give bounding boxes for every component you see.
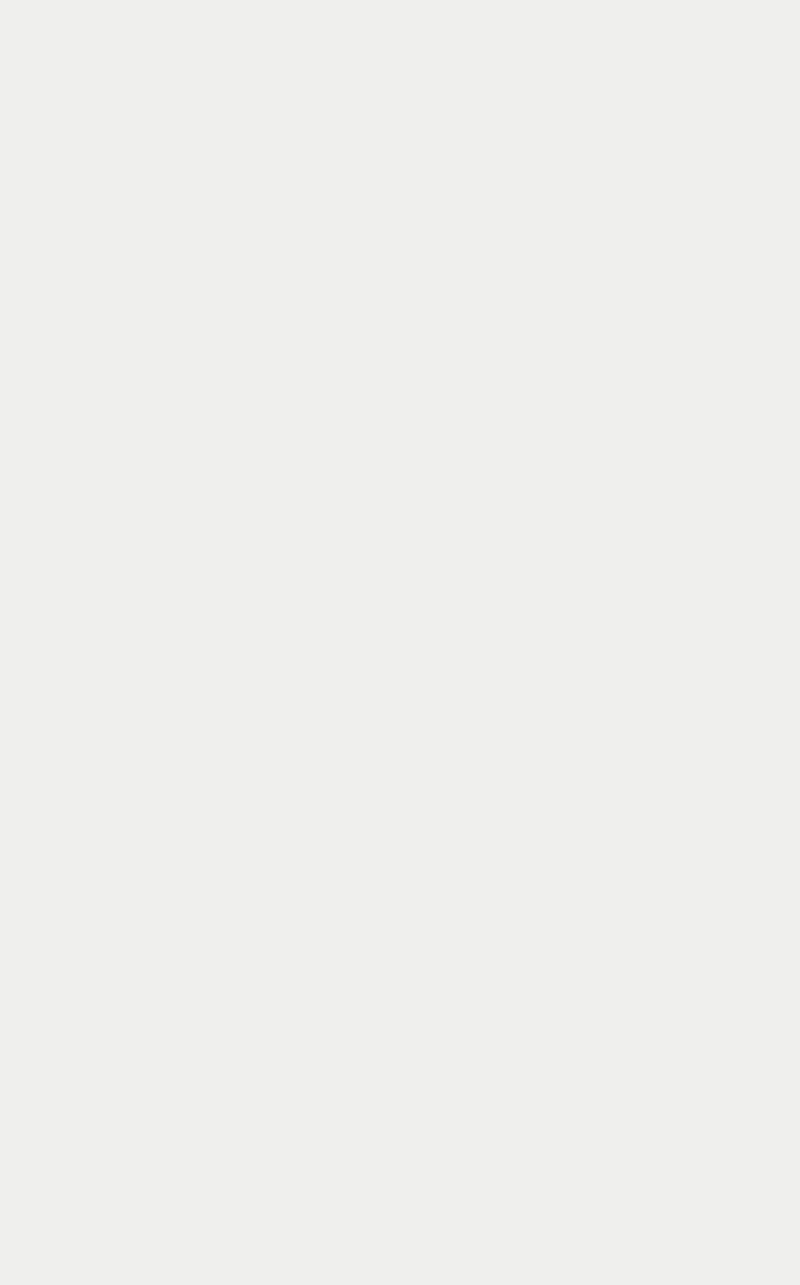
discussion-text: [113, 736, 738, 768]
discussion-first-line: [113, 736, 738, 768]
